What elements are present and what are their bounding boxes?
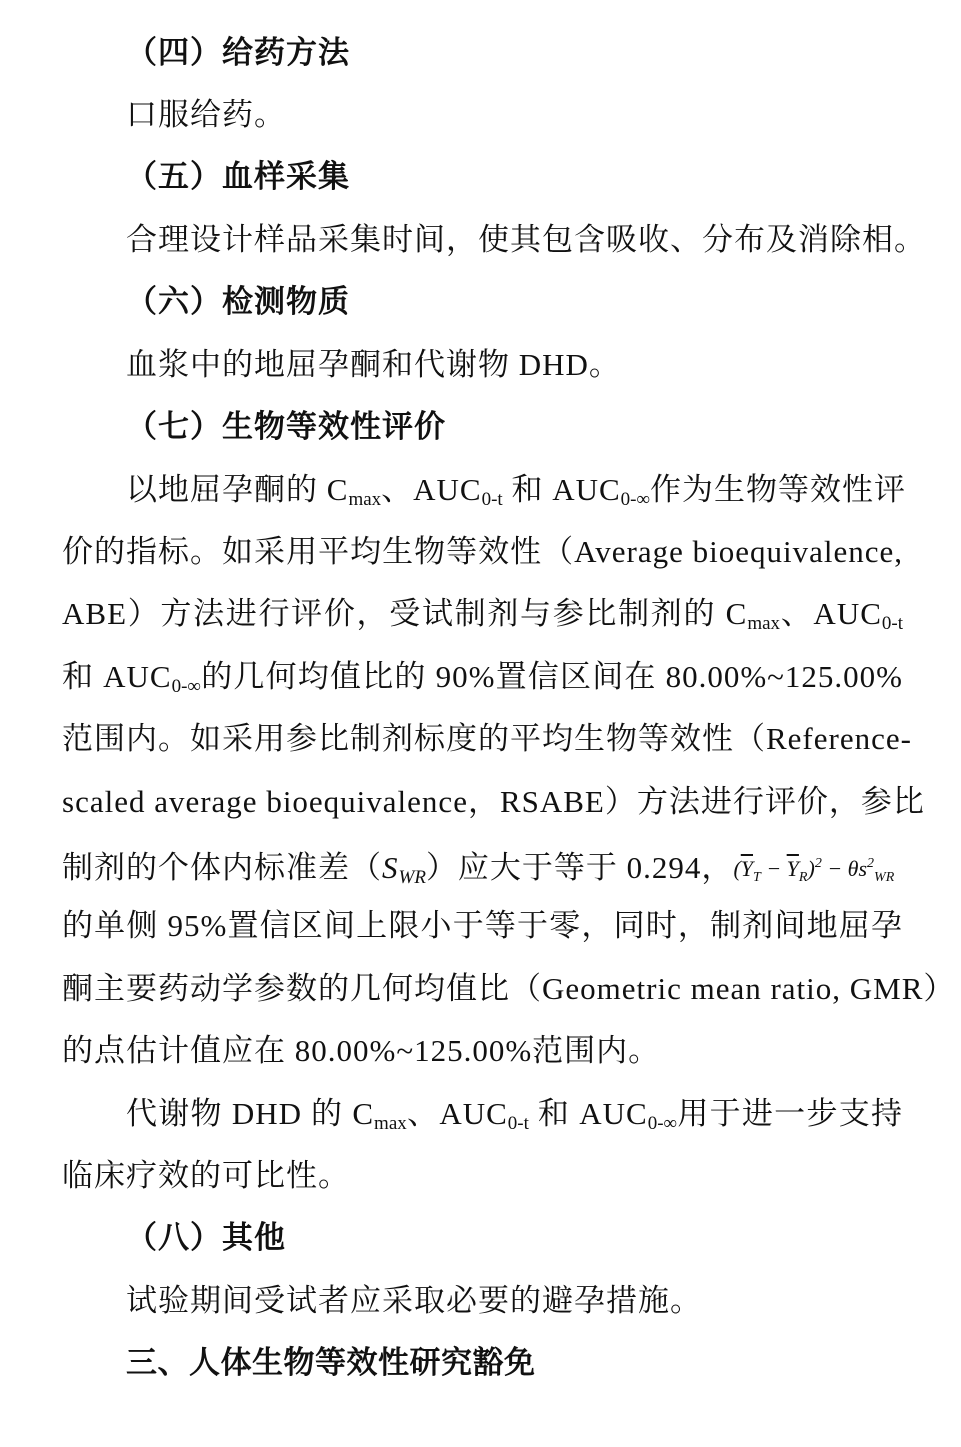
heading-be-evaluation: （七）生物等效性评价 [126,409,446,444]
paragraph-analyte: 血浆中的地屈孕酮和代谢物 DHD。 [126,347,621,382]
heading-other: （八）其他 [126,1220,286,1255]
eval-line-4: 和 $AUC_{0-\infty}$的几何均值比的 90%置信区间在 80.00%~125.00% [62,659,903,697]
heading-analyte: （六）检测物质 [126,284,350,319]
eval-line-3: ABE）方法进行评价，受试制剂与参比制剂的 $C_{max}$、$AUC_{0-t}$ [62,596,903,634]
eval-line-6: scaled average bioequivalence，RSABE）方法进行评价，参比 [62,784,925,819]
eval-line-5: 范围内。如采用参比制剂标度的平均生物等效性（Reference- [62,721,912,756]
rsabe-formula: $(\overline{Y}_T - \overline{Y}_R)^2 - \theta s^2_{WR}$ [733,856,895,885]
section-heading-biowaiver: 三、人体生物等效性研究豁免 [126,1345,536,1380]
eval-line-1: 以地屈孕酮的 $C_{max}$、$AUC_{0-t}$ 和 $AUC_{0-\infty}$作为生物等效性评 [126,472,907,510]
paragraph-sampling: 合理设计样品采集时间，使其包含吸收、分布及消除相。 [126,222,926,257]
eval-line-11: 代谢物 DHD 的 $C_{max}$、$AUC_{0-t}$ 和 $AUC_{0-\infty}$用于进一步支持 [126,1096,904,1134]
paragraph-dosing: 口服给药。 [126,97,286,132]
eval-line-9: 酮主要药动学参数的几何均值比（Geometric mean ratio, GMR） [62,971,956,1006]
swr-symbol: S [382,850,399,885]
eval-line-7: 制剂的个体内标准差$(S_{WR})$应大于等于 0.294，$(\overline{Y}_T - \overline{Y}_R)^2 - \theta s^2_{WR}$ [62,850,895,888]
paragraph-contraception: 试验期间受试者应采取必要的避孕措施。 [126,1283,702,1318]
eval-line-10: 的点估计值应在 80.00%~125.00%范围内。 [62,1033,661,1068]
eval-line-8: 的单侧 95%置信区间上限小于等于零，同时，制剂间地屈孕 [62,908,903,943]
eval-line-12: 临床疗效的可比性。 [62,1158,350,1193]
heading-blood-sampling: （五）血样采集 [126,159,350,194]
heading-dosing-method: （四）给药方法 [126,35,350,70]
eval-line-2: 价的指标。如采用平均生物等效性（Average bioequivalence, [62,534,903,569]
